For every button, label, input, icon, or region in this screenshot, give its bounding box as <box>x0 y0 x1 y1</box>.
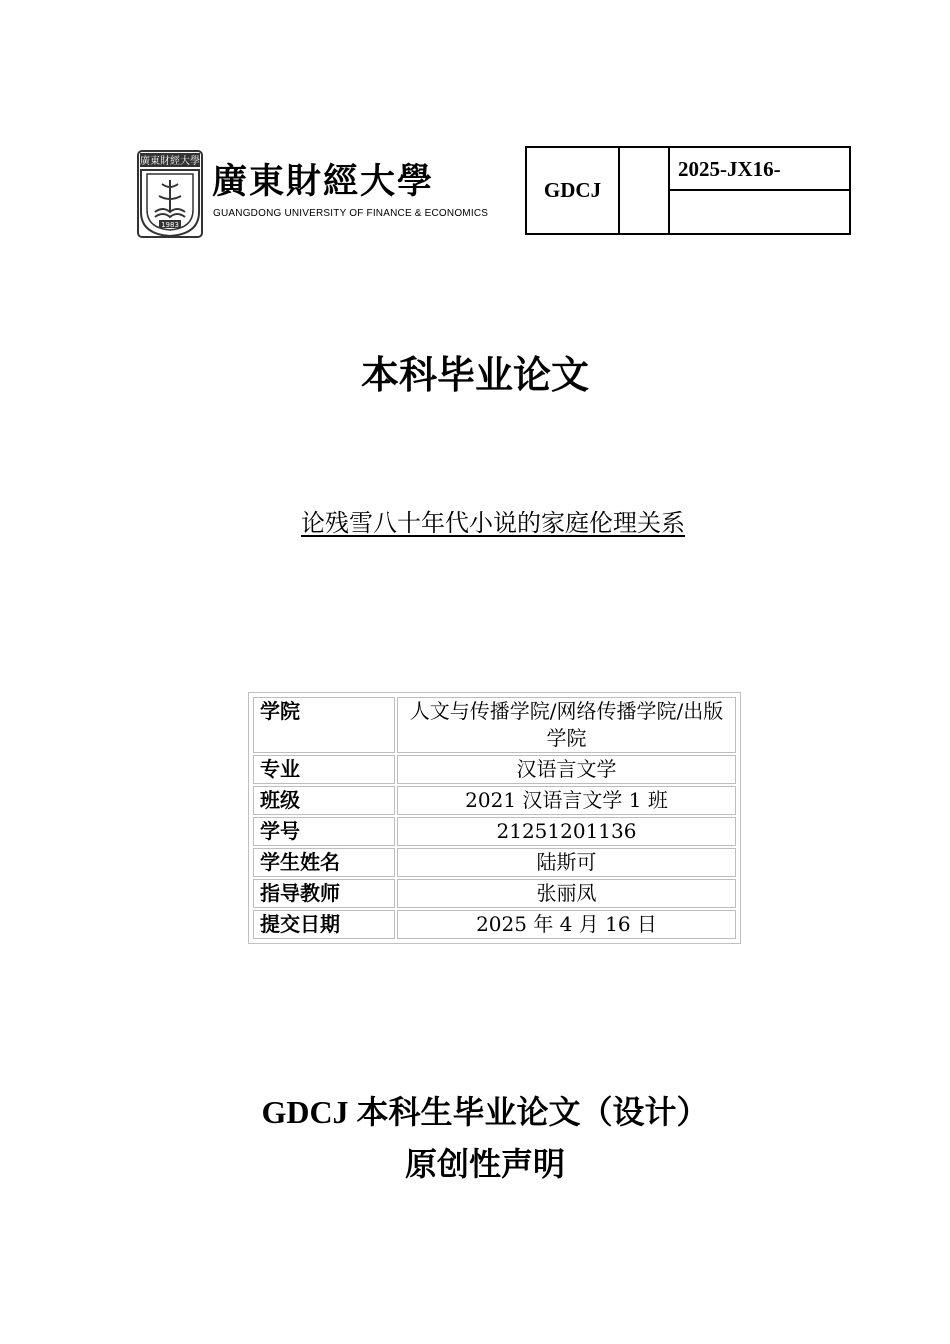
info-label: 班级 <box>253 786 395 815</box>
table-row <box>253 755 736 784</box>
info-value: 汉语言文学 <box>397 755 736 784</box>
page-title: 本科毕业论文 <box>360 353 589 397</box>
code-blank-cell <box>620 148 670 233</box>
code-number-suffix-cell <box>670 191 849 233</box>
university-name-en: GUANGDONG UNIVERSITY OF FINANCE & ECONOMICS <box>213 208 489 219</box>
declaration-heading <box>0 1086 950 1190</box>
declaration-line-1 <box>0 1086 950 1138</box>
info-label: 学院 <box>253 697 395 753</box>
info-label: 学生姓名 <box>253 848 395 877</box>
thesis-title <box>0 506 950 540</box>
university-emblem-icon <box>137 150 203 238</box>
info-label: 学号 <box>253 817 395 846</box>
table-row <box>253 879 736 908</box>
table-row <box>253 786 736 815</box>
table-row <box>253 848 736 877</box>
emblem-text: 廣東財經大學 <box>140 156 200 167</box>
info-value: 2021 汉语言文学 1 班 <box>397 786 736 815</box>
thesis-code-box <box>525 146 851 235</box>
info-value: 2025 年 4 月 16 日 <box>397 910 736 939</box>
code-org: GDCJ <box>527 148 620 233</box>
info-value: 张丽凤 <box>397 879 736 908</box>
declaration-title: 本科生毕业论文（设计） <box>356 1093 709 1131</box>
table-row <box>253 697 736 753</box>
info-label: 提交日期 <box>253 910 395 939</box>
info-value: 21251201136 <box>397 817 736 846</box>
emblem-year: 1983 <box>161 221 179 229</box>
university-name-cn: 廣東財經大學 <box>212 161 435 202</box>
code-number: 2025-JX16- <box>670 148 849 191</box>
declaration-org: GDCJ <box>261 1094 349 1130</box>
student-info-table <box>248 692 741 944</box>
table-row <box>253 817 736 846</box>
declaration-line-2: 原创性声明 <box>404 1145 565 1183</box>
table-row <box>253 910 736 939</box>
info-value: 人文与传播学院/网络传播学院/出版学院 <box>397 697 736 753</box>
info-value: 陆斯可 <box>397 848 736 877</box>
info-label: 指导教师 <box>253 879 395 908</box>
info-label: 专业 <box>253 755 395 784</box>
thesis-title-text: 论残雪八十年代小说的家庭伦理关系 <box>301 509 685 537</box>
university-logo <box>137 150 489 240</box>
